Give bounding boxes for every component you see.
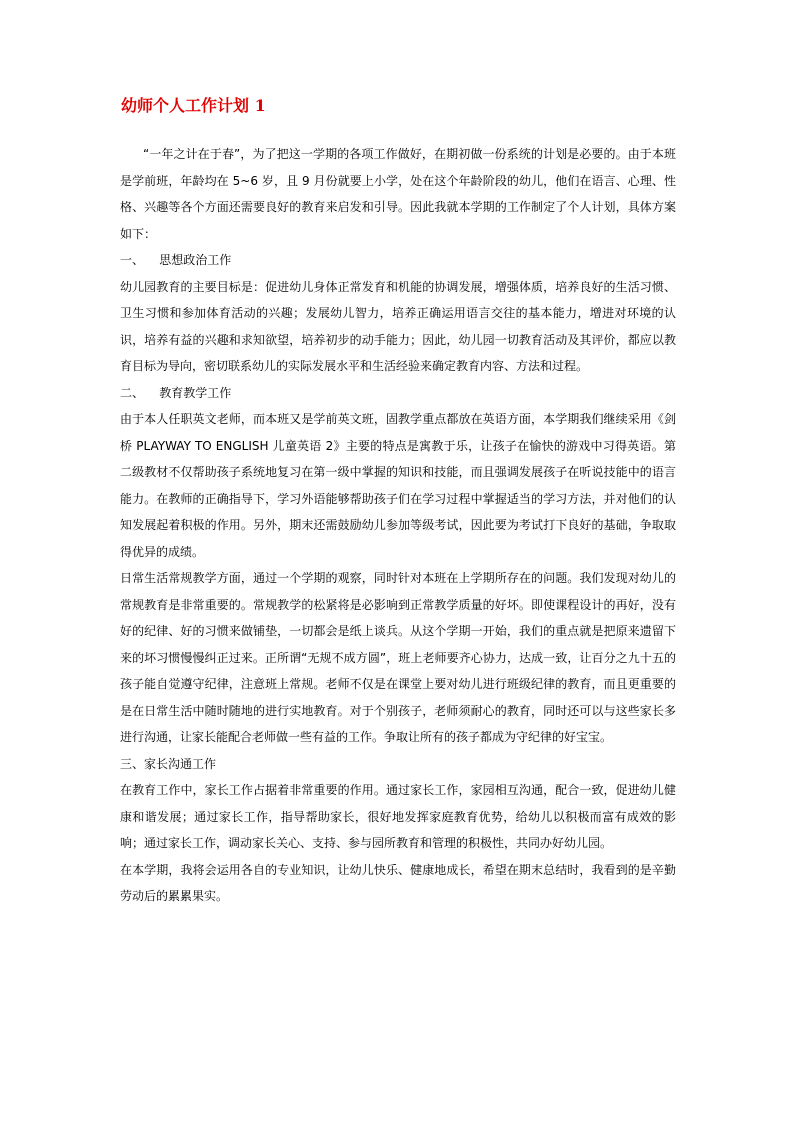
section-heading-political: 一、 思想政治工作 <box>120 253 232 267</box>
closing-paragraph: 在本学期，我将会运用各自的专业知识，让幼儿快乐、健康地成长，希望在期末总结时，我看到的是辛勤劳动后的累累果实。 <box>120 862 676 903</box>
section-heading-teaching: 二、 教育教学工作 <box>120 385 232 400</box>
political-paragraph: 幼儿园教育的主要目标是：促进幼儿身体正常发育和机能的协调发展，增强体质，培养良好的生活习惯、卫生习惯和参加体育活动的兴趣；发展幼儿智力，培养正确运用语言交往的基本能力，增进对环境的认识，培养有益的兴趣和求知欲望，培养初步的动手能力；因此，幼儿园一切教育活动及其评价，都应以教育目标为导向，密切联系幼儿的实际发展水平和生活经验来确定教育内容、方法和过程。 <box>120 279 676 373</box>
document-body <box>120 141 676 910</box>
intro-paragraph: “一年之计在于春”，为了把这一学期的各项工作做好，在期初做一份系统的计划是必要的。由于本班是学前班，年龄均在 5~6 岁，且 9 月份就要上小学，处在这个年龄阶段的幼儿，他们在语言、心理、性格、兴趣等各个方面还需要良好的教育来启发和引导。因此我就本学期的工作制定了个人计划，具体方案如下： <box>120 147 676 241</box>
routine-paragraph: 日常生活常规教学方面，通过一个学期的观察，同时针对本班在上学期所存在的问题。我们发现对幼儿的常规教育是非常重要的。常规教学的松紧将是必影响到正常教学质量的好坏。即使课程设计的再好，没有好的纪律、好的习惯来做铺垫，一切都会是纸上谈兵。从这个学期一开始，我们的重点就是把原来遗留下来的坏习惯慢慢纠正过来。正所谓“无规不成方圆”，班上老师要齐心协力，达成一致，让百分之九十五的孩子能自觉遵守纪律，注意班上常规。老师不仅是在课堂上要对幼儿进行班级纪律的教育，而且更重要的是在日常生活中随时随地的进行实地教育。对于个别孩子，老师须耐心的教育，同时还可以与这些家长多进行沟通，让家长能配合老师做一些有益的工作。争取让所有的孩子都成为守纪律的好宝宝。 <box>120 571 676 744</box>
document-title: 幼师个人工作计划 1 <box>121 96 266 115</box>
teaching-paragraph: 由于本人任职英文老师，而本班又是学前英文班，固教学重点都放在英语方面，本学期我们继续采用《剑桥 PLAYWAY TO ENGLISH 儿童英语 2》主要的特点是寓教于乐，让孩子在愉快的游戏中习得英语。第二级教材不仅帮助孩子系统地复习在第一级中掌握的知识和技能，而且强调发展孩子在听说技能中的语言能力。在教师的正确指导下，学习外语能够帮助孩子们在学习过程中掌握适当的学习方法，并对他们的认知发展起着积极的作用。另外，期末还需鼓励幼儿参加等级考试，因此要为考试打下良好的基础，争取取得优异的成绩。 <box>120 412 676 559</box>
parents-paragraph: 在教育工作中，家长工作占据着非常重要的作用。通过家长工作，家园相互沟通，配合一致，促进幼儿健康和谐发展；通过家长工作，指导帮助家长，很好地发挥家庭教育优势，给幼儿以积极而富有成效的影响；通过家长工作，调动家长关心、支持、参与园所教育和管理的积极性，共同办好幼儿园。 <box>120 783 676 850</box>
section-heading-parents: 三、家长沟通工作 <box>120 756 217 771</box>
